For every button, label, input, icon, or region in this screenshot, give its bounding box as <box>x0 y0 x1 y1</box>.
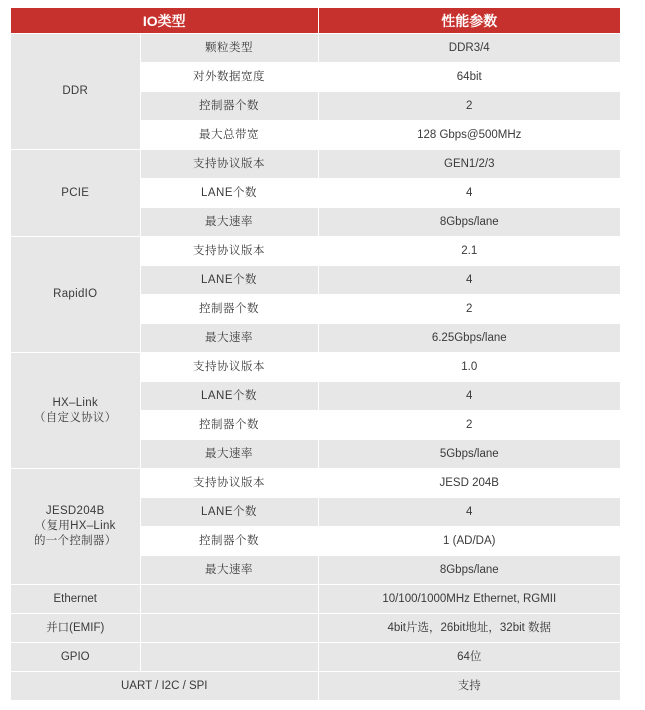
value-cell: 4 <box>318 382 620 411</box>
header-performance: 性能参数 <box>318 8 620 34</box>
value-cell: GEN1/2/3 <box>318 150 620 179</box>
empty-cell <box>140 643 318 672</box>
param-cell: 支持协议版本 <box>140 353 318 382</box>
io-name-cell: UART / I2C / SPI <box>11 672 318 701</box>
value-cell: 1 (AD/DA) <box>318 527 620 556</box>
value-cell: 支持 <box>318 672 620 701</box>
value-cell: DDR3/4 <box>318 34 620 63</box>
group-name-cell: JESD204B （复用HX–Link 的一个控制器） <box>11 469 140 585</box>
value-cell: 1.0 <box>318 353 620 382</box>
param-cell: 最大速率 <box>140 324 318 353</box>
empty-cell <box>140 614 318 643</box>
value-cell: 8Gbps/lane <box>318 556 620 585</box>
param-cell: 支持协议版本 <box>140 237 318 266</box>
value-cell: 2 <box>318 295 620 324</box>
param-cell: 最大速率 <box>140 556 318 585</box>
io-spec-table <box>11 8 620 700</box>
param-cell: 最大速率 <box>140 440 318 469</box>
param-cell: LANE个数 <box>140 266 318 295</box>
group-name-cell: RapidIO <box>11 237 140 353</box>
value-cell: 4 <box>318 266 620 295</box>
param-cell: 控制器个数 <box>140 527 318 556</box>
param-cell: 最大速率 <box>140 208 318 237</box>
param-cell: LANE个数 <box>140 498 318 527</box>
header-io-type: IO类型 <box>11 8 318 34</box>
group-name-cell: DDR <box>11 34 140 150</box>
value-cell: JESD 204B <box>318 469 620 498</box>
param-cell: 控制器个数 <box>140 295 318 324</box>
table-header-row <box>11 8 620 34</box>
table-row <box>11 34 620 63</box>
param-cell: 对外数据宽度 <box>140 63 318 92</box>
value-cell: 64位 <box>318 643 620 672</box>
param-cell: LANE个数 <box>140 179 318 208</box>
table-row <box>11 237 620 266</box>
param-cell: 最大总带宽 <box>140 121 318 150</box>
value-cell: 4 <box>318 179 620 208</box>
table-row <box>11 469 620 498</box>
table-row <box>11 672 620 701</box>
value-cell: 2 <box>318 92 620 121</box>
value-cell: 128 Gbps@500MHz <box>318 121 620 150</box>
table-row <box>11 643 620 672</box>
value-cell: 2 <box>318 411 620 440</box>
param-cell: 支持协议版本 <box>140 469 318 498</box>
table-row <box>11 614 620 643</box>
value-cell: 5Gbps/lane <box>318 440 620 469</box>
value-cell: 4bit片选，26bit地址，32bit 数据 <box>318 614 620 643</box>
empty-cell <box>140 585 318 614</box>
value-cell: 6.25Gbps/lane <box>318 324 620 353</box>
io-name-cell: Ethernet <box>11 585 140 614</box>
group-name-cell: HX–Link （自定义协议） <box>11 353 140 469</box>
param-cell: 支持协议版本 <box>140 150 318 179</box>
value-cell: 4 <box>318 498 620 527</box>
value-cell: 64bit <box>318 63 620 92</box>
table-row <box>11 353 620 382</box>
value-cell: 2.1 <box>318 237 620 266</box>
param-cell: 颗粒类型 <box>140 34 318 63</box>
group-name-cell: PCIE <box>11 150 140 237</box>
param-cell: 控制器个数 <box>140 92 318 121</box>
value-cell: 8Gbps/lane <box>318 208 620 237</box>
param-cell: LANE个数 <box>140 382 318 411</box>
table-row <box>11 585 620 614</box>
value-cell: 10/100/1000MHz Ethernet, RGMII <box>318 585 620 614</box>
table-row <box>11 150 620 179</box>
param-cell: 控制器个数 <box>140 411 318 440</box>
io-name-cell: GPIO <box>11 643 140 672</box>
io-name-cell: 并口(EMIF) <box>11 614 140 643</box>
